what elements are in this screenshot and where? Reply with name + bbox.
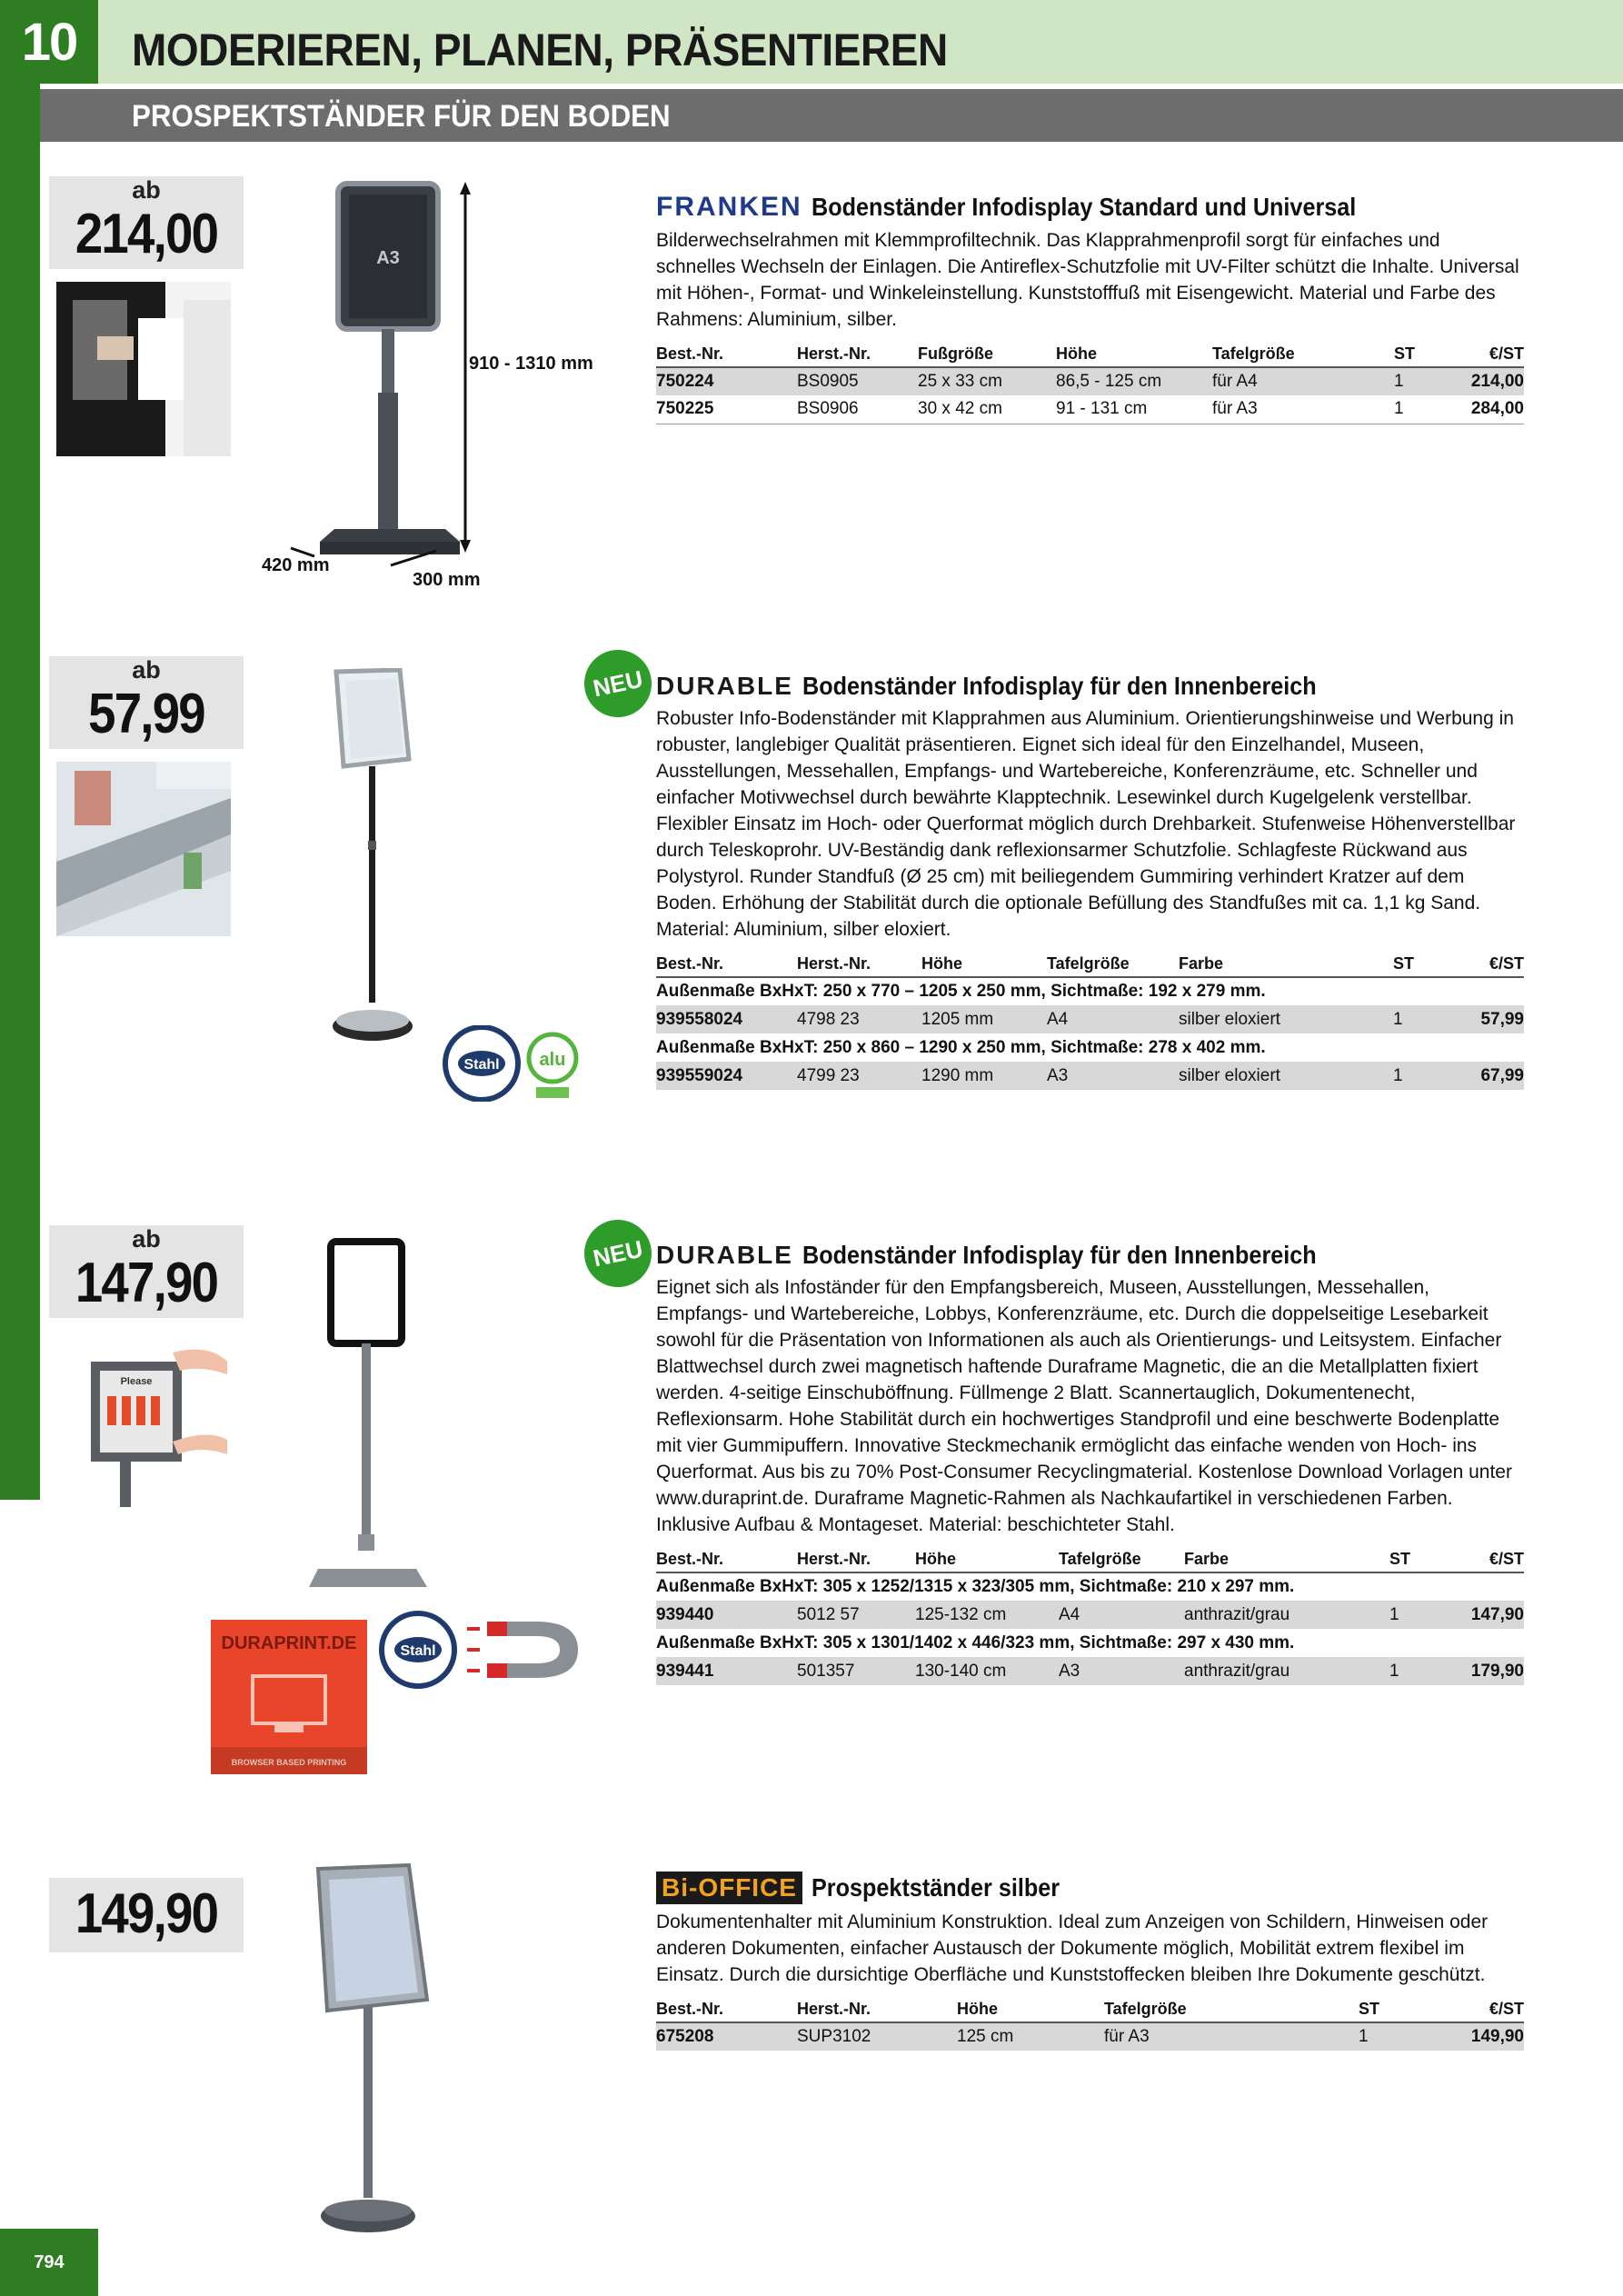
table-cell: BS0905 xyxy=(797,367,918,395)
dimensions-row xyxy=(656,1629,1524,1657)
table-row xyxy=(656,395,1524,424)
spec-table-2 xyxy=(656,952,1524,1090)
col-header: ST xyxy=(1359,1997,1422,2022)
table-cell: für A4 xyxy=(1212,367,1394,395)
table-cell: 1 xyxy=(1393,1005,1457,1033)
product-title: Prospektständer silber xyxy=(812,1873,1060,1902)
table-cell: 125-132 cm xyxy=(915,1601,1059,1629)
table-cell: für A3 xyxy=(1104,2022,1359,2051)
col-header: Best.-Nr. xyxy=(656,952,797,977)
dimensions-text: Außenmaße BxHxT: 250 x 770 – 1205 x 250 mm, Sichtmaße: 192 x 279 mm. xyxy=(656,982,1266,1001)
depth-dimension: 300 mm xyxy=(413,570,481,590)
product-photo-2 xyxy=(56,762,231,936)
table-cell: silber eloxiert xyxy=(1179,1005,1393,1033)
price-box-3 xyxy=(49,1225,244,1318)
product-block-1 xyxy=(656,189,1524,424)
price-box-4 xyxy=(49,1878,244,1952)
col-header: Herst.-Nr. xyxy=(797,342,918,367)
material-icons-3 xyxy=(373,1609,591,1691)
price-prefix: ab xyxy=(132,176,161,204)
col-header: ST xyxy=(1393,952,1457,977)
product-image-3 xyxy=(309,1234,436,1598)
product-photo-3 xyxy=(73,1334,227,1507)
col-header: €/ST xyxy=(1457,952,1524,977)
stahl-label: Stahl xyxy=(463,1057,500,1073)
price-cell: 284,00 xyxy=(1458,395,1524,424)
magnet-icon xyxy=(500,1622,578,1678)
table-cell: 501357 xyxy=(797,1657,915,1685)
product-title: Bodenständer Infodisplay Standard und Universal xyxy=(811,193,1356,221)
table-cell: 30 x 42 cm xyxy=(918,395,1056,424)
col-header: Farbe xyxy=(1179,952,1393,977)
product-block-3 xyxy=(656,1238,1524,1685)
page-number: 794 xyxy=(0,2229,98,2296)
order-number: 939440 xyxy=(656,1601,797,1629)
table-cell: 5012 57 xyxy=(797,1601,915,1629)
col-header: Tafelgröße xyxy=(1212,342,1394,367)
product-description: Bilderwechselrahmen mit Klemmprofiltechnik. Das Klapprahmenprofil sorgt für einfaches und schnelles Wechseln der Einlagen. Die Antireflex-Schutzfolie mit UV-Filter schützt die Inhalte. Universal mit Höhen-, Format- und Winkeleinstellung. Kunststofffuß mit Eisengewicht. Material und Farbe des Rahmens: Aluminium, silber. xyxy=(656,230,1519,330)
table-cell: für A3 xyxy=(1212,395,1394,424)
dimensions-row xyxy=(656,1572,1524,1601)
price-box-1 xyxy=(49,176,244,269)
col-header: €/ST xyxy=(1458,342,1524,367)
chapter-sidebar xyxy=(0,0,40,1500)
table-row xyxy=(656,1062,1524,1090)
table-cell: 125 cm xyxy=(957,2022,1104,2051)
order-number: 939558024 xyxy=(656,1005,797,1033)
col-header: Tafelgröße xyxy=(1104,1997,1359,2022)
product-description: Eignet sich als Infoständer für den Empfangsbereich, Museen, Ausstellungen, Messehallen, Empfangs- und Wartebereiche, Lobbys, Konferenzräume, etc. Durch die doppelseitige Lesebarkeit sowohl für die Präsentation von Informationen als auch als Orientierungs- und Leitsystem. Einfacher Blattwechsel durch zwei magnetisch haftende Duraframe Magnetic, die an die Metallplatten fixiert werden. 4-seitige Einschuböffnung. Füllmenge 2 Blatt. Scannertauglich, Dokumentenecht, Reflexionsarm. Hohe Stabilität durch ein hochwertiges Standprofil und eine beschwerte Bodenplatte mit vier Gummipuffern. Innovative Steckmechanik ermöglicht das einfache wenden von Hoch- ins Querformat. Aus bis zu 70% Post-Consumer Recyclingmaterial. Kostenlose Download Vorlagen unter www.duraprint.de. Duraframe Magnetic-Rahmen als Nachkaufartikel in verschiedenen Farben. Inklusive Aufbau & Montageset. Material: beschichteter Stahl. xyxy=(656,1277,1512,1535)
col-header: Höhe xyxy=(921,952,1047,977)
col-header: Farbe xyxy=(1184,1547,1389,1572)
price-cell: 147,90 xyxy=(1453,1601,1524,1629)
frame-size-label: A3 xyxy=(376,248,400,268)
col-header: Tafelgröße xyxy=(1059,1547,1184,1572)
table-cell: A3 xyxy=(1047,1062,1179,1090)
col-header: Best.-Nr. xyxy=(656,1547,797,1572)
table-row xyxy=(656,2022,1524,2051)
thumb-sign-label: Please xyxy=(120,1376,153,1387)
material-icons-2 xyxy=(438,1025,583,1102)
table-row xyxy=(656,1005,1524,1033)
table-cell: 4798 23 xyxy=(797,1005,921,1033)
product-description: Robuster Info-Bodenständer mit Klapprahmen aus Aluminium. Orientierungshinweise und Werbung in robuster, langlebiger Qualität präsentieren. Eignet sich ideal für den Einzelhandel, Museen, Ausstellungen, Messehallen, Empfangs- und Wartebereiche, Konferenzräume, etc. Schneller und einfacher Motivwechsel durch bewährte Klapptechnik. Lesewinkel durch Kugelgelenk verstellbar. Flexibler Einsatz im Hoch- oder Querformat möglich durch Drehbarkeit. Stufenweise Höhenverstellbar durch Teleskoprohr. UV-Beständig dank reflexionsarmer Schutzfolie. Schlagfeste Rückwand aus Polystyrol. Runder Standfuß (Ø 25 cm) mit beiliegendem Gummiring verhindert Kratzer auf dem Boden. Erhöhung der Stabilität durch die optionale Befüllung des Standfußes mit ca. 1,1 kg Sand. Material: Aluminium, silber eloxiert. xyxy=(656,708,1516,940)
table-row xyxy=(656,1601,1524,1629)
dimensions-text: Außenmaße BxHxT: 250 x 860 – 1290 x 250 mm, Sichtmaße: 278 x 402 mm. xyxy=(656,1037,1266,1057)
product-image-1 xyxy=(254,173,618,600)
price-cell: 67,99 xyxy=(1457,1062,1524,1090)
order-number: 750225 xyxy=(656,395,797,424)
col-header: Tafelgröße xyxy=(1047,952,1179,977)
col-header: Höhe xyxy=(1056,342,1212,367)
new-badge: NEU xyxy=(578,644,658,724)
table-cell: 1 xyxy=(1394,367,1458,395)
duraprint-logo xyxy=(211,1620,367,1774)
table-cell: A4 xyxy=(1047,1005,1179,1033)
table-cell: 1205 mm xyxy=(921,1005,1047,1033)
table-cell: A4 xyxy=(1059,1601,1184,1629)
product-block-2 xyxy=(656,669,1524,1090)
col-header: ST xyxy=(1394,342,1458,367)
price-cell: 214,00 xyxy=(1458,367,1524,395)
dimensions-text: Außenmaße BxHxT: 305 x 1301/1402 x 446/323 mm, Sichtmaße: 297 x 430 mm. xyxy=(656,1632,1295,1652)
table-cell: 1 xyxy=(1359,2022,1422,2051)
product-photo-1 xyxy=(56,282,231,456)
col-header: Best.-Nr. xyxy=(656,1997,797,2022)
product-title: Bodenständer Infodisplay für den Innenbereich xyxy=(802,672,1317,700)
new-badge: NEU xyxy=(578,1213,658,1293)
col-header: Herst.-Nr. xyxy=(797,952,921,977)
col-header: ST xyxy=(1389,1547,1453,1572)
stahl-label: Stahl xyxy=(400,1643,436,1659)
brand-logo-bi-office: Bi-OFFICE xyxy=(656,1872,802,1904)
chapter-number: 10 xyxy=(0,0,98,84)
product-description: Dokumentenhalter mit Aluminium Konstruktion. Ideal zum Anzeigen von Schildern, Hinweisen oder anderen Dokumenten, einfacher Austausch der Dokumente möglich, Mobilität extrem flexibel im Einsatz. Durch die dursichtige Oberfläche und Kunststoffecken bleiben Ihre Dokumente geschützt. xyxy=(656,1912,1489,1985)
order-number: 675208 xyxy=(656,2022,797,2051)
product-image-4 xyxy=(300,1863,436,2245)
price-value: 147,90 xyxy=(75,1252,218,1314)
spec-table-4 xyxy=(656,1997,1524,2051)
alu-label: alu xyxy=(539,1050,566,1070)
order-number: 939559024 xyxy=(656,1062,797,1090)
table-cell: 1 xyxy=(1394,395,1458,424)
col-header: €/ST xyxy=(1422,1997,1524,2022)
col-header: Höhe xyxy=(957,1997,1104,2022)
table-cell: 86,5 - 125 cm xyxy=(1056,367,1212,395)
col-header: Höhe xyxy=(915,1547,1059,1572)
table-cell: 4799 23 xyxy=(797,1062,921,1090)
duraprint-title: DURAPRINT.DE xyxy=(221,1633,357,1653)
price-prefix: ab xyxy=(132,1225,161,1253)
dimensions-row xyxy=(656,1033,1524,1062)
dimensions-row xyxy=(656,977,1524,1005)
table-cell: 130-140 cm xyxy=(915,1657,1059,1685)
col-header: Fußgröße xyxy=(918,342,1056,367)
table-cell: 1290 mm xyxy=(921,1062,1047,1090)
brand-logo-durable: DURABLE xyxy=(656,672,793,700)
col-header: €/ST xyxy=(1453,1547,1524,1572)
table-row xyxy=(656,367,1524,395)
table-cell: silber eloxiert xyxy=(1179,1062,1393,1090)
spec-table-3 xyxy=(656,1547,1524,1685)
table-cell: A3 xyxy=(1059,1657,1184,1685)
product-title: Bodenständer Infodisplay für den Innenbereich xyxy=(802,1241,1317,1269)
duraprint-caption: BROWSER BASED PRINTING xyxy=(231,1758,347,1767)
table-cell: 25 x 33 cm xyxy=(918,367,1056,395)
price-cell: 149,90 xyxy=(1422,2022,1524,2051)
order-number: 750224 xyxy=(656,367,797,395)
table-cell: anthrazit/grau xyxy=(1184,1657,1389,1685)
section-title: PROSPEKTSTÄNDER FÜR DEN BODEN xyxy=(132,99,671,134)
page-title: MODERIEREN, PLANEN, PRÄSENTIEREN xyxy=(132,25,948,75)
price-value: 149,90 xyxy=(75,1882,218,1945)
dimensions-text: Außenmaße BxHxT: 305 x 1252/1315 x 323/305 mm, Sichtmaße: 210 x 297 mm. xyxy=(656,1577,1295,1596)
price-prefix: ab xyxy=(132,656,161,684)
col-header: Herst.-Nr. xyxy=(797,1997,957,2022)
width-dimension: 420 mm xyxy=(262,555,330,575)
col-header: Herst.-Nr. xyxy=(797,1547,915,1572)
price-cell: 57,99 xyxy=(1457,1005,1524,1033)
table-cell: 91 - 131 cm xyxy=(1056,395,1212,424)
price-cell: 179,90 xyxy=(1453,1657,1524,1685)
price-box-2 xyxy=(49,656,244,749)
table-cell: anthrazit/grau xyxy=(1184,1601,1389,1629)
table-cell: SUP3102 xyxy=(797,2022,957,2051)
table-row xyxy=(656,1657,1524,1685)
height-dimension: 910 - 1310 mm xyxy=(469,354,593,374)
brand-logo-durable: DURABLE xyxy=(656,1241,793,1269)
product-image-2 xyxy=(327,668,418,1050)
col-header: Best.-Nr. xyxy=(656,342,797,367)
brand-logo-franken: FRANKEN xyxy=(656,192,802,222)
table-cell: 1 xyxy=(1389,1601,1453,1629)
price-value: 57,99 xyxy=(88,683,204,745)
product-block-4 xyxy=(656,1869,1524,2051)
price-value: 214,00 xyxy=(75,203,218,265)
table-cell: BS0906 xyxy=(797,395,918,424)
spec-table-1 xyxy=(656,342,1524,424)
order-number: 939441 xyxy=(656,1657,797,1685)
table-cell: 1 xyxy=(1393,1062,1457,1090)
table-cell: 1 xyxy=(1389,1657,1453,1685)
